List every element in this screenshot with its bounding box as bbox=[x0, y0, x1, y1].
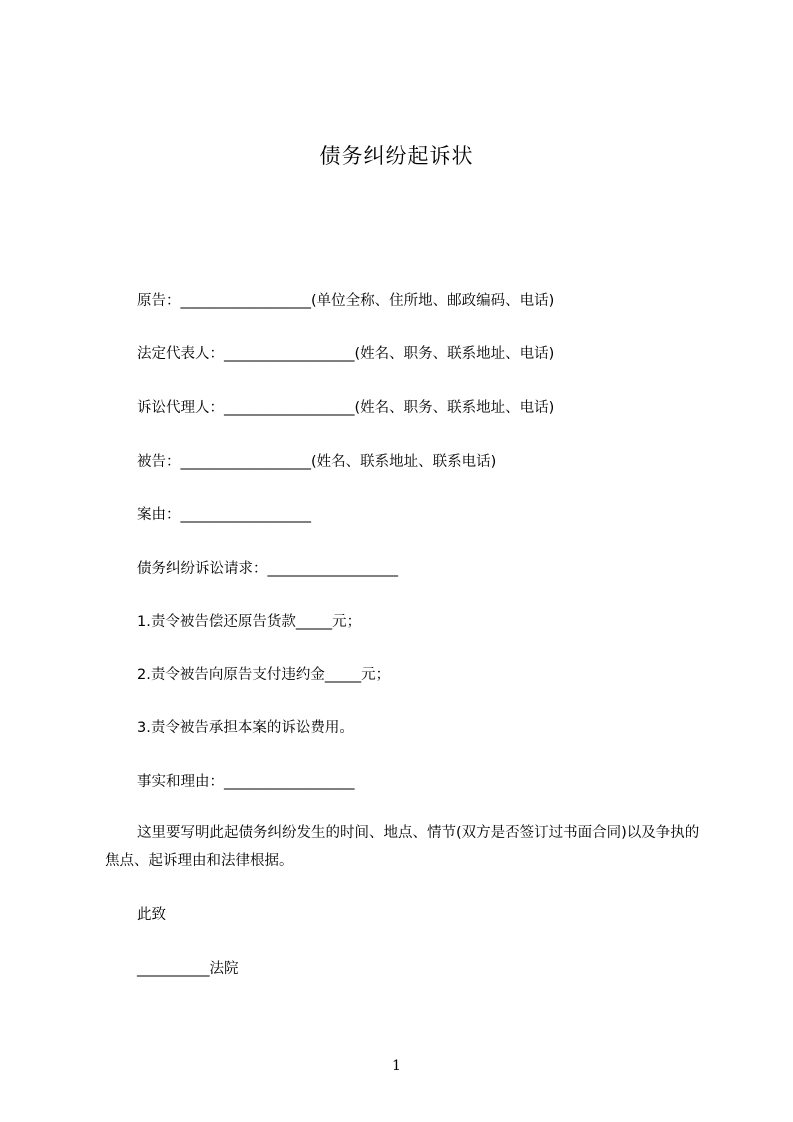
document-title: 债务纠纷起诉状 bbox=[319, 144, 474, 168]
claim-item: 1.责令被告偿还原告货款_____元； bbox=[137, 614, 362, 630]
plaintiff-field: 原告：__________________(单位全称、住所地、邮政编码、电话) bbox=[137, 293, 555, 309]
page-number: 1 bbox=[392, 1058, 401, 1074]
legal-representative-field: 法定代表人：__________________(姓名、职务、联系地址、电话) bbox=[137, 346, 555, 362]
claim-item: 2.责令被告向原告支付违约金_____元； bbox=[137, 667, 391, 683]
claims-heading: 债务纠纷诉讼请求：__________________ bbox=[137, 561, 398, 577]
claim-item: 3.责令被告承担本案的诉讼费用。 bbox=[137, 720, 354, 736]
facts-body: 这里要写明此起债务纠纷发生的时间、地点、情节(双方是否签订过书面合同)以及争执的焦点、起诉理由和法律根据。 bbox=[105, 825, 700, 869]
closing-salutation: 此致 bbox=[137, 907, 166, 923]
court-name-field: __________法院 bbox=[137, 961, 239, 977]
defendant-field: 被告：__________________(姓名、联系地址、联系电话) bbox=[137, 454, 497, 470]
facts-heading: 事实和理由：__________________ bbox=[137, 774, 355, 790]
litigation-agent-field: 诉讼代理人：__________________(姓名、职务、联系地址、电话) bbox=[137, 400, 555, 416]
cause-of-action-field: 案由：__________________ bbox=[137, 507, 311, 523]
